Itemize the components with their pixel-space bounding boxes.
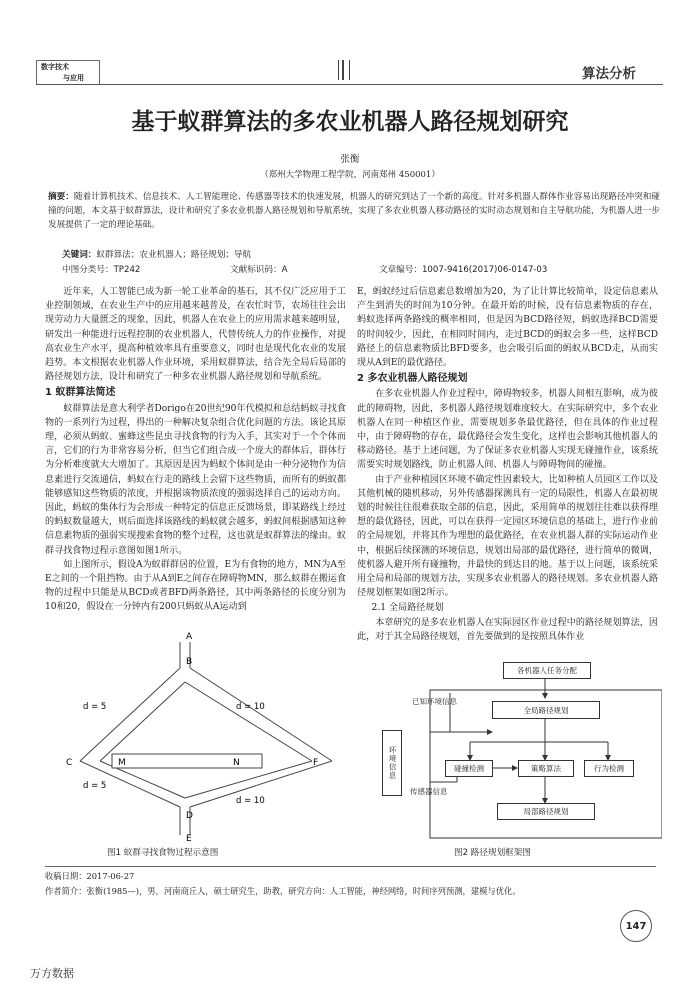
journal-name-line2: 与应用 (63, 74, 84, 82)
distance-cb-label: d = 5 (83, 702, 107, 712)
figure2-diagram (370, 660, 662, 840)
strategy-algorithm-box: 策略算法 (518, 760, 574, 777)
node-e-label: E (186, 834, 192, 844)
footnote-divider (45, 866, 656, 867)
abstract-text: 随着计算机技术、信息技术、人工智能理论、传感器等技术的快速发展，机器人的研究到达了一个新的高度。针对多机器人群体作业容易出现路径冲突和碰撞的问题，本文基于蚁群算法，设计和研究了多农业机器人路径规划和导航系统，实现了多农业机器人移动路径的实时动态规划和自主导航功能，为机器人进一步发展提供了一定的理论基础。 (48, 192, 660, 230)
figure1-caption: 图1 蚁群寻找食物过程示意图 (107, 848, 219, 858)
figure1-diagram (50, 630, 345, 845)
figure2-caption: 图2 路径规划框架图 (454, 848, 531, 858)
column-title: 算法分析 (582, 66, 636, 82)
distance-cd-label: d = 5 (83, 781, 107, 791)
author: 张衡 (340, 154, 360, 165)
header-divider (36, 84, 663, 85)
abstract-label: 摘要： (48, 192, 74, 202)
continued-paragraph: E，蚂蚁经过后信息素总数增加为20，为了让计算比较简单，设定信息素从产生到消失的时间为10分钟。在最开始的时候，没有信息素物质的存在，蚂蚁选择两条路线的概率相同，但是因为BCD路径短，蚂蚁选择BCD需要的时间较少，因此，在相同时间内，走过BCD的蚂蚁会多一些，这样BCD路径上的信息素物质比BFD要多，也会吸引后面的蚂蚁从BCD走，从而实现从A到E的最优路径。 (357, 287, 658, 369)
keywords-text: 蚁群算法；农业机器人；路径规划；导航 (96, 250, 252, 260)
page-number: 147 (625, 920, 647, 932)
global-planning-box: 全局路径规划 (492, 701, 600, 719)
paper-title: 基于蚁群算法的多农业机器人路径规划研究 (131, 108, 569, 135)
task-allocation-box: 各机器人任务分配 (503, 662, 591, 679)
watermark: 万方数据 (30, 967, 74, 980)
article-number: 文章编号：1007-9416(2017)06-0147-03 (379, 265, 548, 275)
node-a-label: A (186, 632, 193, 642)
received-date: 收稿日期：2017-06-27 (45, 871, 135, 881)
header-bars (338, 60, 362, 80)
section2-heading: 2 多农业机器人路径规划 (357, 373, 468, 385)
node-c-label: C (66, 758, 73, 768)
env-info-label: 环境信息 (388, 746, 397, 780)
collision-detection-box: 碰撞检测 (445, 760, 493, 777)
node-d-label: D (186, 811, 193, 821)
distance-df-label: d = 10 (236, 796, 265, 806)
node-n-label: N (233, 758, 240, 768)
sensor-info-label: 传感器信息 (410, 787, 448, 796)
section1-paragraph2: 如上图所示，假设A为蚁群群居的位置，E为有食物的地方，MN为A至E之间的一个阻挡物。由于从A到E之间存在障碍物MN，那么蚁群在搬运食物的过程中只能是从BCD或者BFD两条路径，其中两条路径的长度分别为10和20，假设在一分钟内有200只蚂蚁从A运动到 (45, 559, 346, 613)
abstract (48, 190, 660, 232)
section21-paragraph1: 本章研究的是多农业机器人在实际园区作业过程中的路径规划算法，因此，对于其全局路径规划，首先要做到的是按照具体作业 (357, 617, 658, 642)
document-code: 文献标识码：A (230, 265, 288, 275)
keywords-label: 关键词： (62, 250, 97, 260)
node-f-label: F (313, 758, 319, 768)
intro-paragraph: 近年来，人工智能已成为新一轮工业革命的基石，其不仅广泛应用于工业控制领域，在农业生产中的应用越来越普及，在农忙时节，农场往往会出现劳动力大量匮乏的现象，因此，机器人在农业上的应用需求越来越明显，研发出一种能进行远程控制的农业机器人，代替传统人力的作业操作，对提高农业生产水平，提高种植效率具有重要意义，同时也是现代化农业的发展趋势。本文根据农业机器人作业环境，采用蚁群算法，结合先全局后局部的路径规划方法，设计和研究了一种多农业机器人路径规划和导航系统。 (45, 287, 346, 383)
node-b-label: B (186, 657, 193, 667)
clc-number: 中图分类号：TP242 (62, 265, 141, 275)
section2-paragraph2: 由于产业种植园区环境不确定性因素较大，比如种植人员园区工作以及其他机械的随机移动，另外传感器探测具有一定的局限性，机器人在最初规划的时候往往很难获取全部的信息，因此，采用简单的规划往往难以获得理想的最优路径，因此，可以在获得一定园区环境信息的基础上，进行作业前的全局规划，并将其作为理想的最优路径，在农业机器人群的实际运动作业中，根据后续探测的环境信息，规划出局部的最优路径，进行简单的微调，使机器人避开所有碰撞物，并最快的到达目的地。基于以上问题，该系统采用全局和局部的规划方法，实现多农业机器人的路径规划。多农业机器人路径规划框架如图2所示。 (357, 474, 658, 599)
left-column (45, 285, 346, 615)
local-planning-box: 局部路径规划 (497, 803, 595, 820)
distance-bf-label: d = 10 (236, 702, 265, 712)
known-env-label: 已知环境信息 (412, 697, 457, 706)
page-number-badge (620, 910, 652, 942)
journal-logo (36, 60, 100, 85)
section21-heading: 2.1 全局路径规划 (371, 603, 444, 614)
section1-paragraph1: 蚁群算法是意大利学者Dorigo在20世纪90年代模拟和总结蚂蚁寻找食物的一系列行为过程，得出的一种解决复杂组合优化问题的方法。该论其原理，必须从蚂蚁、蜜蜂这些昆虫寻找食物的行为入手，其实对于一个个体而言，它们的行为非常容易分析，但当它们组合成一个庞大的群体后，群体行为分析难度就大大增加了。其原因是因为蚂蚁个体间是由一种分泌物作为信息素进行交流通信，蚂蚁在行走的路线上会留下这些物质，而所有的蚂蚁都能够感知这些物质的浓度，并根据该物质浓度的强弱选择自己的运动方向。因此，蚂蚁的集体行为会形成一种特定的信息正反馈场景，即某路线上经过的蚂蚁数量越大，则后面选择该路线的蚂蚁就会越多，蚂蚁间根据感知这种信息素物质的强弱实现搜索食物的整个过程，这也就是蚁群算法的缘由。蚁群寻找食物过程示意图如图1所示。 (45, 403, 346, 556)
env-info-box (382, 730, 402, 796)
section1-heading: 1 蚁群算法简述 (45, 387, 116, 399)
node-m-label: M (118, 758, 126, 768)
author-bio: 作者简介：张衡(1985—)，男，河南商丘人，硕士研究生，助教，研究方向：人工智能，神经网络，时间序列预测，建模与优化。 (45, 886, 521, 896)
right-column (357, 285, 658, 644)
section2-paragraph1: 在多农业机器人作业过程中，障碍物较多，机器人间相互影响，成为彼此的障碍物，因此，多机器人路径规划难度较大。在实际研究中，多个农业机器人在同一种植区作业，需要规划多条最优路径，但在具体的作业过程中，由于障碍物的存在，最优路径会发生变化，这样也会影响其他机器人的移动路径。基于上述问题，为了保证多农业机器人实现无碰撞作业，该系统需要实时规划路线，防止机器人间、机器人与障碍物间的碰撞。 (357, 389, 658, 471)
behavior-detection-box: 行为检测 (584, 760, 634, 777)
affiliation: （郑州大学物理工程学院，河南郑州 450001） (260, 170, 440, 180)
journal-name-line1: 数字技术 (41, 63, 69, 71)
keywords (62, 248, 251, 260)
